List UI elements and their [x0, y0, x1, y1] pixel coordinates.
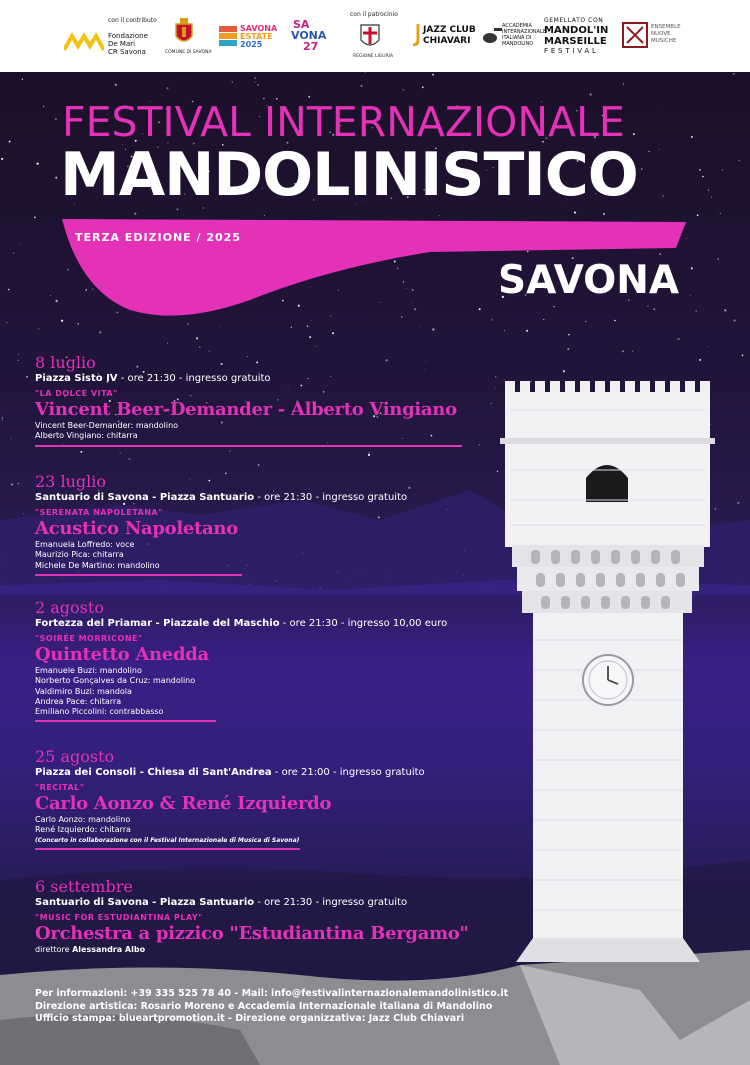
director-label: direttore: [35, 945, 73, 954]
event-2: [35, 472, 407, 576]
event-venue-line: [35, 896, 469, 910]
marseille-line-3: FESTIVAL: [544, 47, 599, 55]
director-name: Alessandra Albo: [72, 945, 146, 954]
marseille-line-2: MARSEILLE: [544, 36, 607, 47]
event-details: - ore 21:30 - ingresso gratuito: [117, 373, 271, 384]
performer: Vincent Beer-Demander: mandolino: [35, 421, 179, 430]
performer: Emiliano Piccolini: contrabbasso: [35, 707, 164, 717]
event-details: - ore 21:00 - ingresso gratuito: [271, 767, 425, 778]
event-subtitle: "SOIRÉE MORRICONE": [35, 634, 143, 643]
event-subtitle: "MUSIC FOR ESTUDIANTINA PLAY": [35, 913, 203, 922]
event-title: Orchestra a pizzico "Estudiantina Bergamo": [35, 923, 469, 944]
savona27-line-2: VONA: [291, 29, 327, 42]
event-venue: Santuario di Savona - Piazza Santuario: [35, 897, 255, 908]
event-title: Vincent Beer-Demander - Alberto Vingiano: [35, 399, 457, 420]
event-venue-line: [35, 617, 447, 631]
event-5: [35, 877, 469, 955]
ensemble-line-2: NUOVE: [651, 31, 671, 37]
performer: Emanuele Buzi: mandolino: [35, 666, 142, 675]
savona27-line-3: 27: [303, 40, 319, 53]
marseille-line-1: MANDOL'IN: [544, 25, 609, 36]
edition-label: TERZA EDIZIONE / 2025: [75, 231, 241, 244]
event-details: - ore 21:30 - ingresso gratuito: [254, 897, 408, 908]
event-title: Carlo Aonzo & René Izquierdo: [35, 793, 332, 814]
savona27-line-1: SA: [293, 18, 310, 31]
ensemble-line-3: MUSICHE: [651, 38, 677, 44]
event-details: - ore 21:30 - ingresso 10,00 euro: [279, 618, 448, 629]
estate-line-1: SAVONA: [240, 24, 278, 33]
regione-label: REGIONE LIGURIA: [353, 54, 394, 59]
event-date: 23 luglio: [35, 472, 106, 491]
event-date: 6 settembre: [35, 877, 133, 896]
press-office-line: Ufficio stampa: blueartpromotion.it - Direzione organizzativa: Jazz Club Chiavari: [35, 1013, 465, 1024]
event-4: [35, 747, 425, 850]
festival-title-line-1: FESTIVAL INTERNAZIONALE: [62, 98, 625, 146]
performer: Valdimiro Buzi: mandola: [35, 686, 132, 696]
festival-title-line-2: MANDOLINISTICO: [60, 140, 638, 210]
fondazione-line-3: CR Savona: [108, 48, 146, 56]
event-venue-line: [35, 372, 462, 386]
jazz-line-1: JAZZ CLUB: [423, 25, 476, 35]
event-date: 2 agosto: [35, 598, 104, 617]
performer: Carlo Aonzo: mandolino: [35, 815, 131, 824]
performer: Maurizio Pica: chitarra: [35, 550, 124, 560]
tower-illustration: [500, 381, 715, 962]
event-venue: Fortezza del Priamar - Piazzale del Maschio: [35, 618, 280, 629]
event-note: (Concerto in collaborazione con il Festival Internazionale di Musica di Savona): [35, 836, 300, 844]
performer: Emanuela Loffredo: voce: [35, 540, 135, 549]
event-venue-line: [35, 766, 425, 780]
event-date: 8 luglio: [35, 353, 96, 372]
city-label: SAVONA: [498, 258, 680, 303]
contact-info-line: Per informazioni: +39 335 525 78 40 - Mail: info@festivalinternazionalemandolinistico.it: [35, 988, 509, 999]
event-1: [35, 353, 462, 447]
jazz-line-2: CHIAVARI: [423, 36, 471, 46]
accademia-line-2: INTERNAZIONALE: [502, 29, 547, 35]
event-divider: [35, 445, 462, 447]
accademia-line-4: MANDOLINO: [502, 41, 534, 47]
performer: Norberto Gonçalves da Cruz: mandolino: [35, 676, 196, 686]
accademia-line-1: ACCADEMIA: [502, 23, 532, 29]
event-subtitle: "LA DOLCE VITA": [35, 389, 118, 398]
event-divider: [35, 848, 300, 850]
event-venue: Piazza Sisto IV: [35, 373, 118, 384]
event-subtitle: "SERENATA NAPOLETANA": [35, 508, 163, 517]
event-divider: [35, 720, 216, 722]
event-venue-line: [35, 491, 407, 505]
performer: Michele De Martino: mandolino: [35, 560, 160, 570]
gemellato-caption: GEMELLATO CON: [544, 17, 604, 24]
performer: Andrea Pace: chitarra: [35, 696, 122, 706]
contrib-caption: con il contributo: [108, 17, 157, 24]
artistic-direction-line: Direzione artistica: Rosario Moreno e Accademia Internazionale italiana di Mandolino: [35, 1000, 493, 1012]
event-venue: Piazza dei Consoli - Chiesa di Sant'Andrea: [35, 767, 272, 778]
comune-label: COMUNE DI SAVONA: [165, 50, 212, 55]
event-subtitle: "RECITAL": [35, 783, 85, 792]
event-title: Quintetto Anedda: [35, 644, 209, 665]
ensemble-line-1: ENSEMBLE: [651, 24, 681, 30]
event-venue: Santuario di Savona - Piazza Santuario: [35, 492, 255, 503]
contacts-block: [35, 988, 508, 1026]
event-date: 25 agosto: [35, 747, 115, 766]
estate-line-3: 2025: [240, 40, 263, 49]
fondazione-line-1: Fondazione: [108, 32, 148, 40]
fondazione-line-2: De Mari: [108, 40, 136, 48]
event-director: [35, 945, 469, 955]
event-divider: [35, 574, 242, 576]
event-details: - ore 21:30 - ingresso gratuito: [254, 492, 408, 503]
clock-icon: [583, 655, 633, 705]
performer: René Izquierdo: chitarra: [35, 825, 131, 835]
patrocinio-caption: con il patrocinio: [350, 11, 398, 18]
event-3: [35, 598, 447, 722]
estate-line-2: ESTATE: [240, 32, 273, 41]
event-title: Acustico Napoletano: [35, 518, 238, 539]
performer: Alberto Vingiano: chitarra: [35, 431, 138, 441]
accademia-line-3: ITALIANA DI: [502, 35, 532, 41]
